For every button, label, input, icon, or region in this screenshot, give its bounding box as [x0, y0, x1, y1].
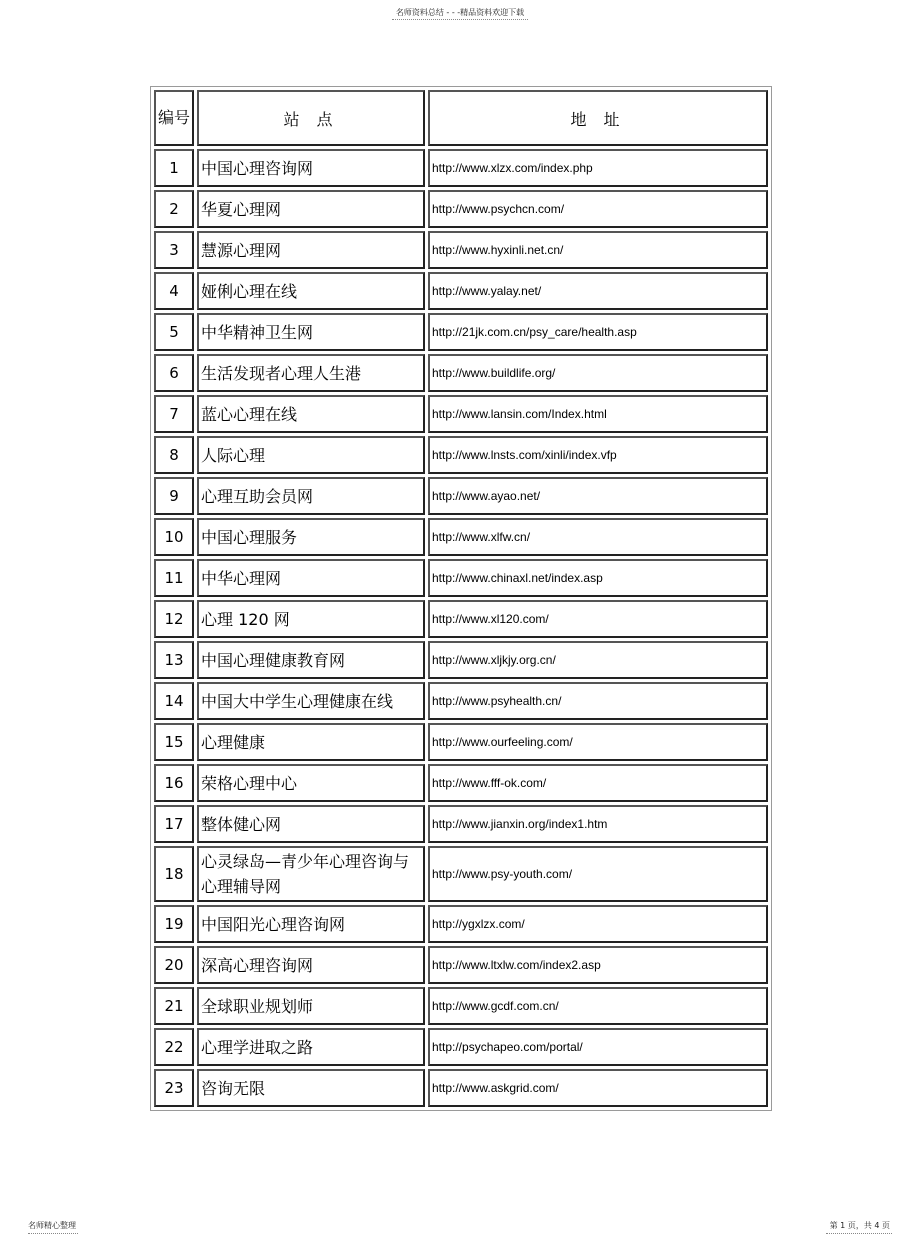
row-site-name: 咨询无限: [197, 1069, 425, 1107]
table-row: [154, 805, 768, 843]
row-url[interactable]: http://www.ourfeeling.com/: [428, 723, 768, 761]
row-url[interactable]: http://www.xl120.com/: [428, 600, 768, 638]
row-site-name: 蓝心心理在线: [197, 395, 425, 433]
row-url[interactable]: http://www.psy-youth.com/: [428, 846, 768, 902]
row-url[interactable]: http://www.xlfw.cn/: [428, 518, 768, 556]
row-url[interactable]: http://www.askgrid.com/: [428, 1069, 768, 1107]
table-row: [154, 946, 768, 984]
row-site-name: 全球职业规划师: [197, 987, 425, 1025]
row-site-name: 整体健心网: [197, 805, 425, 843]
footer-left-text: 名师精心整理: [28, 1221, 76, 1230]
table-row: [154, 641, 768, 679]
row-number: 11: [154, 559, 194, 597]
table-row: [154, 905, 768, 943]
row-number: 15: [154, 723, 194, 761]
table-row: [154, 395, 768, 433]
table-row: [154, 272, 768, 310]
table-row: [154, 682, 768, 720]
row-number: 18: [154, 846, 194, 902]
row-number: 22: [154, 1028, 194, 1066]
row-url[interactable]: http://www.lnsts.com/xinli/index.vfp: [428, 436, 768, 474]
row-number: 7: [154, 395, 194, 433]
row-number: 1: [154, 149, 194, 187]
row-site-name: 中国心理咨询网: [197, 149, 425, 187]
row-url[interactable]: http://www.xlzx.com/index.php: [428, 149, 768, 187]
table-row: [154, 600, 768, 638]
header-url: 地 址: [428, 90, 768, 146]
table-row: [154, 436, 768, 474]
row-number: 21: [154, 987, 194, 1025]
row-url[interactable]: http://www.lansin.com/Index.html: [428, 395, 768, 433]
row-url[interactable]: http://www.jianxin.org/index1.htm: [428, 805, 768, 843]
page-header-text: 名师资料总结 - - -精品资料欢迎下载: [395, 8, 525, 17]
row-number: 17: [154, 805, 194, 843]
table-row: [154, 354, 768, 392]
table-row: [154, 987, 768, 1025]
header-site: 站 点: [197, 90, 425, 146]
row-url[interactable]: http://www.gcdf.com.cn/: [428, 987, 768, 1025]
row-url[interactable]: http://www.chinaxl.net/index.asp: [428, 559, 768, 597]
row-url[interactable]: http://www.xljkjy.org.cn/: [428, 641, 768, 679]
row-number: 16: [154, 764, 194, 802]
row-url[interactable]: http://www.yalay.net/: [428, 272, 768, 310]
row-number: 9: [154, 477, 194, 515]
row-number: 14: [154, 682, 194, 720]
row-site-name: 中国阳光心理咨询网: [197, 905, 425, 943]
footer-right-divider: [826, 1233, 892, 1234]
row-site-name: 心灵绿岛—青少年心理咨询与心理辅导网: [197, 846, 425, 902]
table-row: [154, 846, 768, 902]
row-site-name: 心理 120 网: [197, 600, 425, 638]
row-url[interactable]: http://www.psyhealth.cn/: [428, 682, 768, 720]
row-url[interactable]: http://www.ltxlw.com/index2.asp: [428, 946, 768, 984]
row-number: 10: [154, 518, 194, 556]
row-site-name: 华夏心理网: [197, 190, 425, 228]
site-table: [150, 86, 772, 1111]
row-site-name: 慧源心理网: [197, 231, 425, 269]
row-url[interactable]: http://www.ayao.net/: [428, 477, 768, 515]
row-site-name: 人际心理: [197, 436, 425, 474]
row-site-name: 深高心理咨询网: [197, 946, 425, 984]
table-row: [154, 723, 768, 761]
table-row: [154, 1028, 768, 1066]
row-site-name: 中华精神卫生网: [197, 313, 425, 351]
table-row: [154, 190, 768, 228]
row-number: 5: [154, 313, 194, 351]
row-site-name: 心理互助会员网: [197, 477, 425, 515]
table-row: [154, 477, 768, 515]
row-number: 23: [154, 1069, 194, 1107]
row-url[interactable]: http://21jk.com.cn/psy_care/health.asp: [428, 313, 768, 351]
row-url[interactable]: http://ygxlzx.com/: [428, 905, 768, 943]
row-site-name: 中国大中学生心理健康在线: [197, 682, 425, 720]
table-row: [154, 231, 768, 269]
row-site-name: 娅俐心理在线: [197, 272, 425, 310]
table-row: [154, 149, 768, 187]
row-url[interactable]: http://www.buildlife.org/: [428, 354, 768, 392]
row-url[interactable]: http://psychapeo.com/portal/: [428, 1028, 768, 1066]
table-row: [154, 313, 768, 351]
footer-left-divider: [28, 1233, 78, 1234]
row-number: 12: [154, 600, 194, 638]
header-divider: [392, 19, 528, 20]
row-number: 20: [154, 946, 194, 984]
row-site-name: 荣格心理中心: [197, 764, 425, 802]
header-number: 编号: [154, 90, 194, 146]
row-url[interactable]: http://www.fff-ok.com/: [428, 764, 768, 802]
table-row: [154, 1069, 768, 1107]
table-header-row: [154, 90, 768, 146]
row-url[interactable]: http://www.hyxinli.net.cn/: [428, 231, 768, 269]
row-site-name: 中国心理服务: [197, 518, 425, 556]
row-number: 19: [154, 905, 194, 943]
row-number: 13: [154, 641, 194, 679]
row-site-name: 中华心理网: [197, 559, 425, 597]
row-number: 4: [154, 272, 194, 310]
table-row: [154, 518, 768, 556]
row-number: 3: [154, 231, 194, 269]
row-url[interactable]: http://www.psychcn.com/: [428, 190, 768, 228]
row-number: 8: [154, 436, 194, 474]
row-number: 2: [154, 190, 194, 228]
table-row: [154, 559, 768, 597]
table-row: [154, 764, 768, 802]
row-site-name: 生活发现者心理人生港: [197, 354, 425, 392]
row-site-name: 心理健康: [197, 723, 425, 761]
footer-page-number: 第 1 页，共 4 页: [829, 1221, 890, 1230]
row-site-name: 中国心理健康教育网: [197, 641, 425, 679]
row-site-name: 心理学进取之路: [197, 1028, 425, 1066]
row-number: 6: [154, 354, 194, 392]
